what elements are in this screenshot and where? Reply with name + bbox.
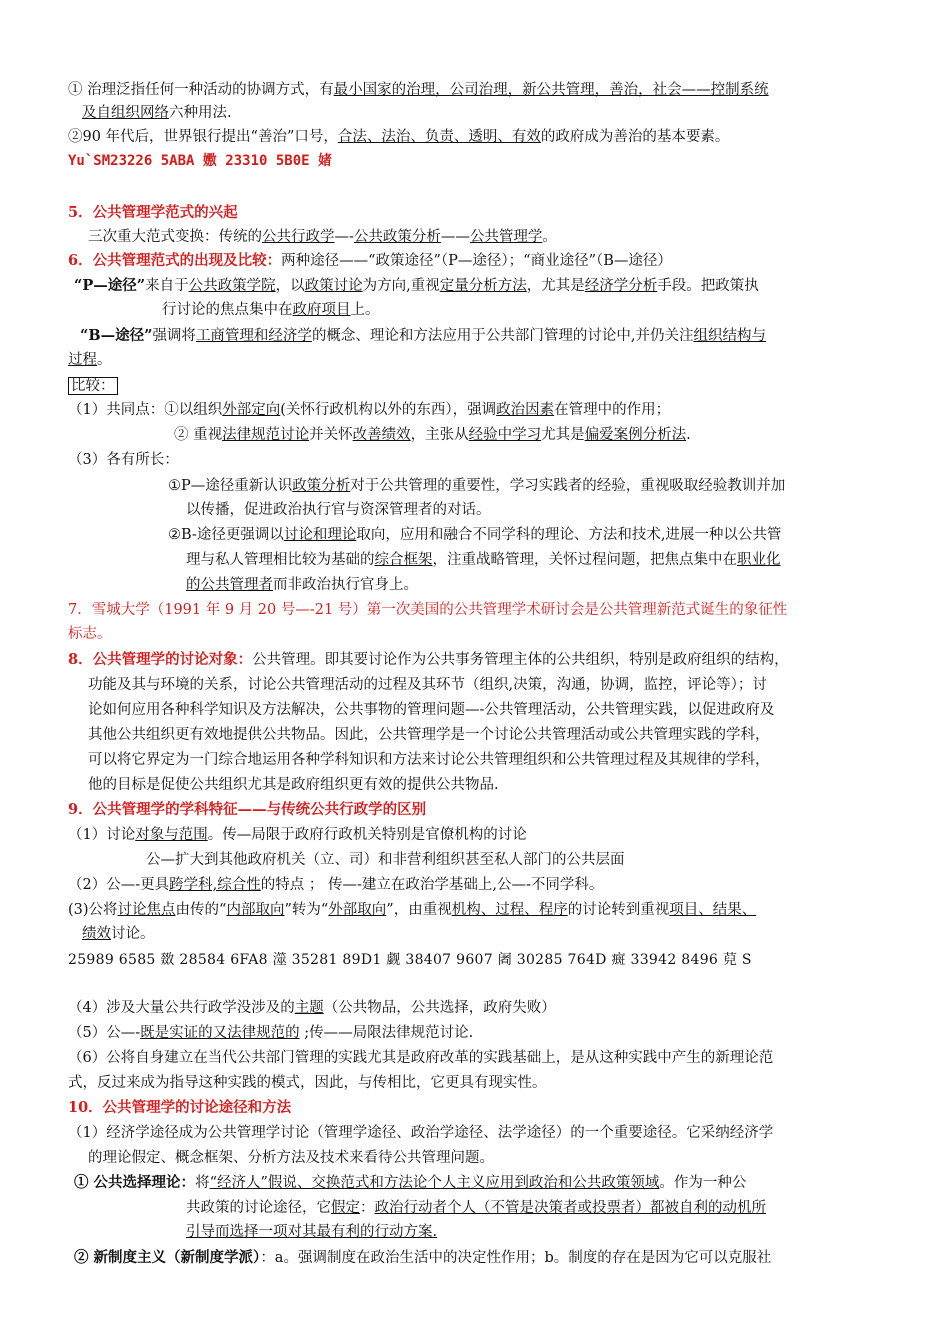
object-text-5: 他的目标是促使公共组织尤其是政府组织更有效的提供公共物品. xyxy=(88,777,499,793)
heading-7: 7．雪城大学（1991 年 9 月 20 号—-21 号）第一次美国的公共管理学术研讨会是公共管理新范式诞生的象征性 xyxy=(68,602,788,618)
heading-5: 5．公共管理学范式的兴起 xyxy=(68,204,238,221)
garbled-number-line: 25989 6585 敪 28584 6FA8 澨 35281 89D1 觑 38407 9607 阇 30285 764D 癍 33942 8496 萖 S xyxy=(68,952,752,968)
paragraph-governance-1-cont: 及自组织网络六种用法. xyxy=(82,105,232,121)
object-text-2: 论如何应用各种科学知识及方法解决，公共事物的管理问题—-公共管理活动，公共管理实践，以促进政府及 xyxy=(88,702,775,718)
common-points-2: ② 重视法律规范讨论并关怀改善绩效，主张从经验中学习尤其是偏爱案例分析法. xyxy=(174,427,691,443)
feature-1b: 公—扩大到其他政府机关（立、司）和非营利组织甚至私人部门的公共层面 xyxy=(146,852,625,868)
strengths-b-1: ②B-途径更强调以讨论和理论取向，应用和融合不同学科的理论、方法和技术,进展一种以公共管 xyxy=(168,527,782,543)
feature-3: (3)公将讨论焦点由传的“内部取向”转为“外部取向”，由重视机构、过程、程序的讨论转到重视项目、结果、 xyxy=(68,902,757,918)
comparison-label: 比较： xyxy=(68,376,118,396)
garbled-code-line: Yu`SM23226 5ABA 嫐 23310 5B0E 媎 xyxy=(68,153,333,169)
p-approach-1: “P—途径”来自于公共政策学院，以政策讨论为方向,重视定量分析方法，尤其是经济学分析手段。把政策执 xyxy=(74,277,759,294)
object-text-3: 其他公共组织更有效地提供公共物品。因此，公共管理学是一个讨论公共管理活动或公共管理实践的学科， xyxy=(88,727,770,743)
feature-6-cont: 式，反过来成为指导这种实践的模式，因此，与传相比，它更具有现实性。 xyxy=(68,1075,547,1091)
public-choice-3: 引导而选择一项对其最有利的行动方案. xyxy=(186,1224,438,1240)
heading-9: 9．公共管理学的学科特征——与传统公共行政学的区别 xyxy=(68,801,427,818)
b-approach-1: “B—途径”强调将工商管理和经济学的概念、理论和方法应用于公共部门管理的讨论中,并仍关注组织结构与 xyxy=(80,327,767,344)
feature-2: （2）公—-更具跨学科,综合性的特点 ； 传—-建立在政治学基础上,公—-不同学科。 xyxy=(68,877,604,893)
strengths-b-2: 理与私人管理相比较为基础的综合框架，注重战略管理，关怀过程问题，把焦点集中在职业化 xyxy=(186,552,781,568)
heading-7-cont: 标志。 xyxy=(68,626,112,642)
method-1: （1）经济学途径成为公共管理学讨论（管理学途径、政治学途径、法学途径）的一个重要途径。它采纳经济学 xyxy=(68,1125,774,1141)
feature-1a: （1）讨论对象与范围。传—局限于政府行政机关特别是官僚机构的讨论 xyxy=(68,827,527,843)
strengths-label: （3）各有所长： xyxy=(68,452,179,468)
feature-5: （5）公—-既是实证的又法律规范的 ;传——局限法律规范讨论. xyxy=(68,1025,474,1041)
feature-4: （4）涉及大量公共行政学没涉及的主题（公共物品，公共选择，政府失败） xyxy=(68,1000,556,1016)
public-choice-1: ① 公共选择理论：将“经济人”假说、交换范式和方法论个人主义应用到政治和公共政策领域。作为一种公 xyxy=(74,1174,747,1191)
b-approach-2: 过程。 xyxy=(68,352,112,368)
feature-3-cont: 绩效讨论。 xyxy=(82,926,155,942)
heading-8: 8．公共管理学的讨论对象：公共管理。即其要讨论作为公共事务管理主体的公共组织，特别是政府组织的结构， xyxy=(68,651,789,668)
heading-10: 10．公共管理学的讨论途径和方法 xyxy=(68,1099,292,1116)
new-institutionalism: ② 新制度主义（新制度学派）：a。强调制度在政治生活中的决定性作用；b。制度的存在是因为它可以克服社 xyxy=(74,1249,772,1266)
strengths-p-1: ①P—途径重新认识政策分析对于公共管理的重要性，学习实践者的经验，重视吸取经验教训并加 xyxy=(168,478,786,494)
object-text-1: 功能及其与环境的关系，讨论公共管理活动的过程及其环节（组织,决策，沟通，协调，监控，评论等）；讨 xyxy=(88,677,767,693)
method-1-cont: 的理论假定、概念框架、分析方法及技术来看待公共管理问题。 xyxy=(88,1150,494,1166)
paradigm-shifts: 三次重大范式变换：传统的公共行政学—-公共政策分析——公共管理学。 xyxy=(88,229,557,245)
paragraph-governance-1: ① 治理泛指任何一种活动的协调方式，有最小国家的治理，公司治理，新公共管理，善治，社会——控制系统 xyxy=(68,82,769,98)
strengths-b-3: 的公共管理者而非政治执行官身上。 xyxy=(186,577,418,593)
common-points-1: （1）共同点：①以组织外部定向(关怀行政机构以外的东西），强调政治因素在管理中的作用； xyxy=(68,402,671,418)
object-text-4: 可以将它界定为一门综合地运用各种学科知识和方法来讨论公共管理组织和公共管理过程及其规律的学科， xyxy=(88,752,770,768)
p-approach-2: 行讨论的焦点集中在政府项目上。 xyxy=(162,302,380,318)
strengths-p-2: 以传播，促进政治执行官与资深管理者的对话。 xyxy=(186,502,491,518)
feature-6: （6）公将自身建立在当代公共部门管理的实践尤其是政府改革的实践基础上，是从这种实践中产生的新理论范 xyxy=(68,1050,774,1066)
public-choice-2: 共政策的讨论途径，它假定：政治行动者个人（不管是决策者或投票者）都被自利的动机所 xyxy=(186,1200,766,1216)
paragraph-governance-2: ②90 年代后，世界银行提出“善治”口号，合法、法治、负责、透明、有效的政府成为善治的基本要素。 xyxy=(68,129,730,145)
heading-6: 6．公共管理范式的出现及比较：两种途径——“政策途径”（P—途径）；“商业途径”（B—途径） xyxy=(68,252,672,269)
